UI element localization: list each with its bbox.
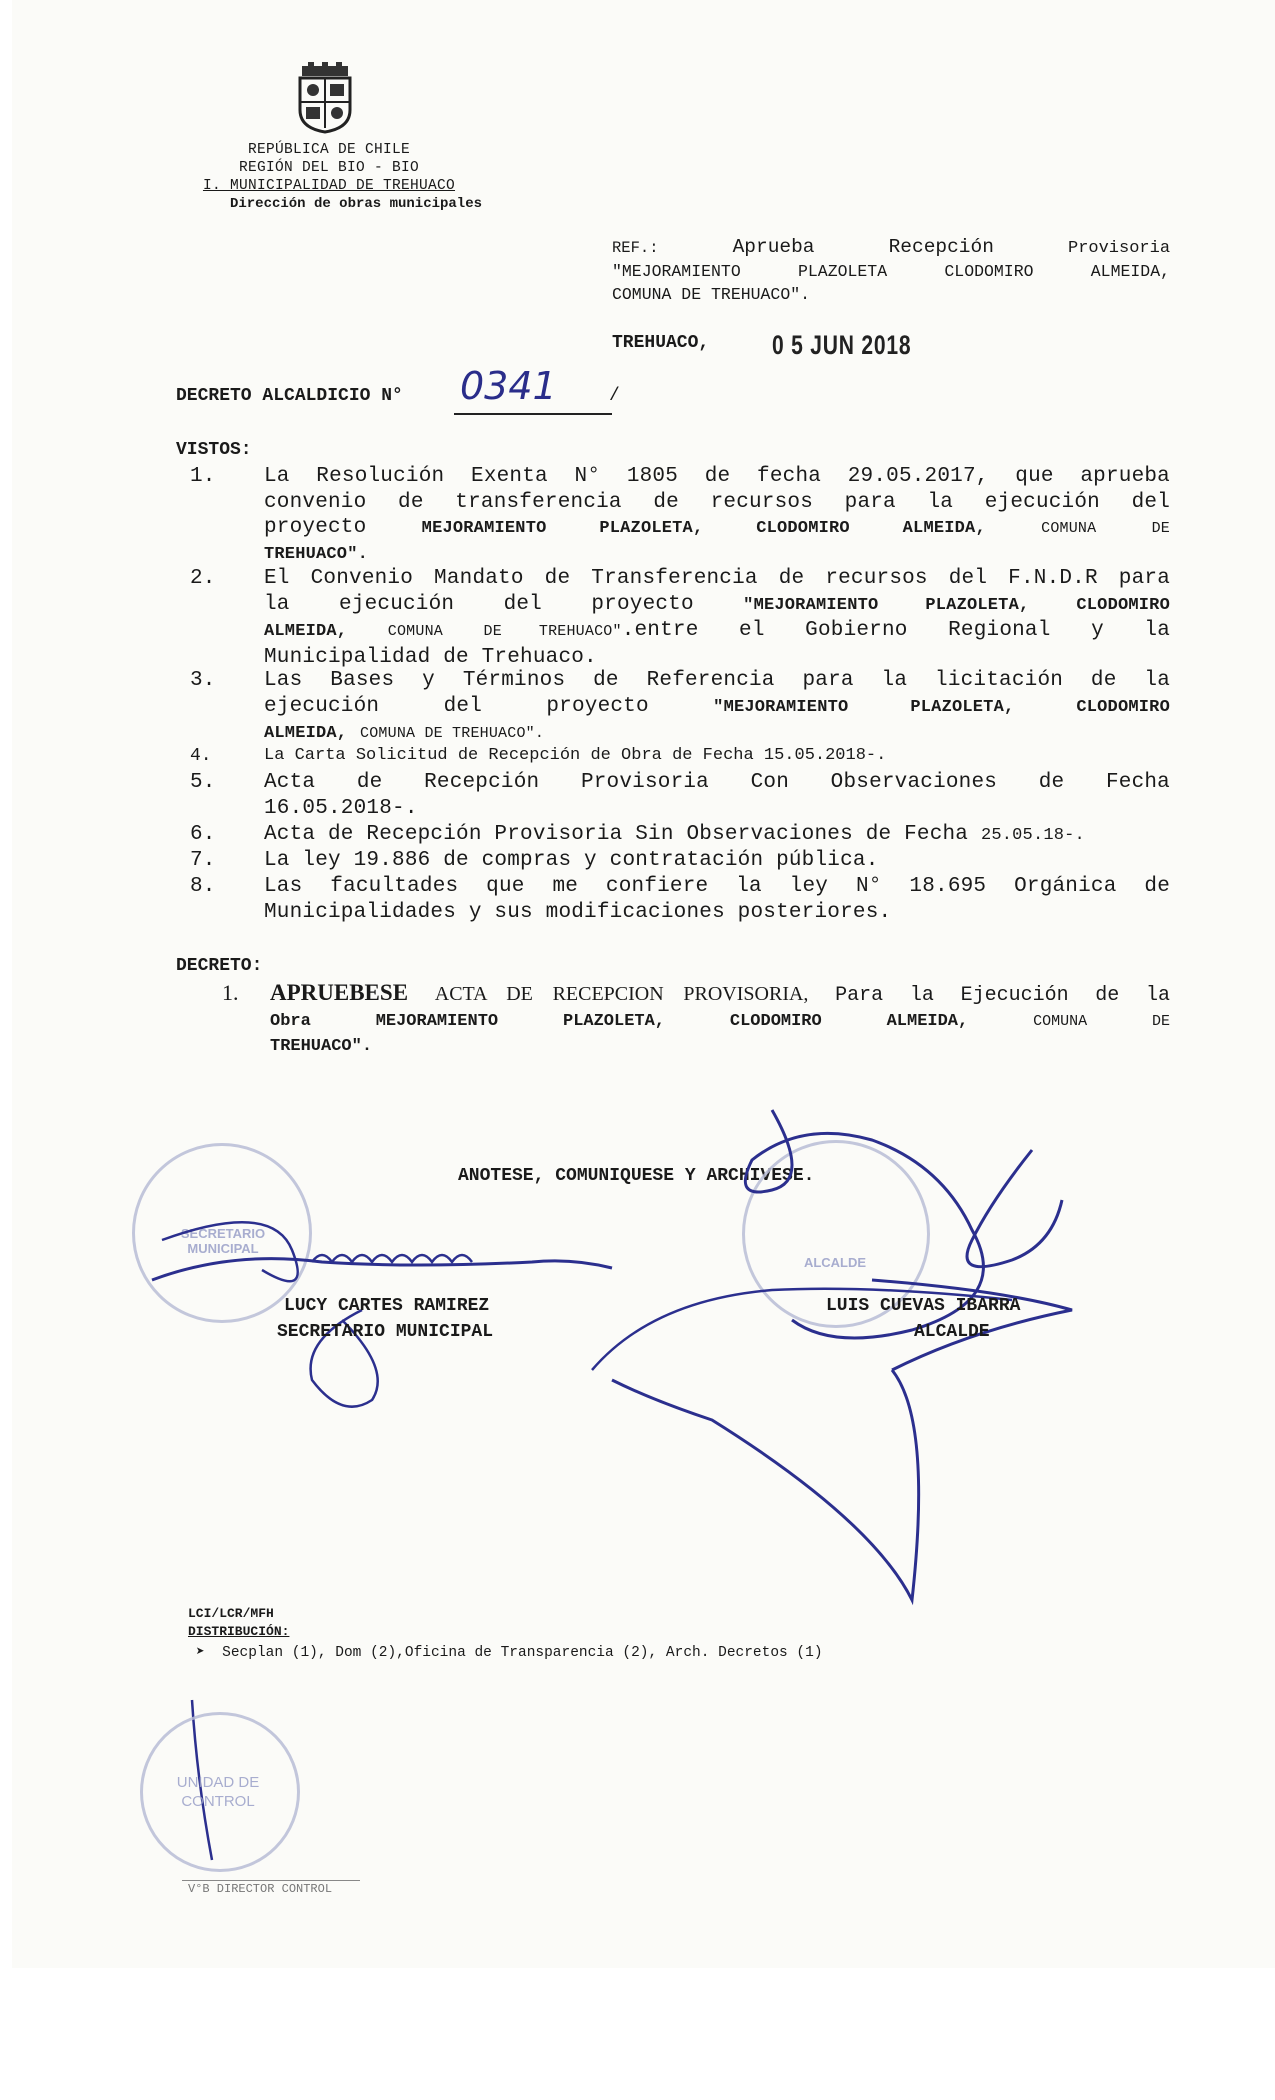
- decree-slash: /: [609, 386, 620, 406]
- vistos-item-5-line: 16.05.2018-.: [264, 796, 418, 820]
- handwritten-signatures: [12, 0, 1275, 1968]
- vistos-item-2-line: El Convenio Mandato de Transferencia de recursos del F.N.D.R para: [264, 567, 1170, 590]
- text-run: 25.05.18-.: [980, 826, 1085, 845]
- reference-text-2: Recepción: [888, 236, 994, 258]
- text-run-bold: Obra MEJORAMIENTO PLAZOLETA, CLODOMIRO ALMEIDA,: [270, 1011, 969, 1031]
- secretary-seal-text: SECRETARIO MUNICIPAL: [180, 1226, 266, 1256]
- text-run: COMUNA: [1041, 520, 1097, 537]
- reference-line-2: "MEJORAMIENTO PLAZOLETA CLODOMIRO ALMEIDA,: [612, 262, 1170, 281]
- control-unit-seal-text: UNIDAD DE CONTROL: [176, 1774, 260, 1810]
- text-run: COMUNA: [387, 623, 443, 640]
- decreto-item-number: 1.: [222, 980, 239, 1005]
- decreto-line: TREHUACO".: [270, 1037, 373, 1056]
- text-run-bold: ALMEIDA,: [264, 724, 348, 743]
- vistos-item-number: 5.: [190, 771, 216, 794]
- text-run-bold: MEJORAMIENTO PLAZOLETA, CLODOMIRO ALMEIDA,: [421, 519, 986, 538]
- control-unit-seal: [140, 1712, 300, 1872]
- control-signature-line: [182, 1880, 360, 1881]
- arrow-bullet-icon: ➤: [196, 1645, 205, 1661]
- document-page: [12, 0, 1275, 1968]
- place: TREHUACO,: [612, 333, 710, 353]
- vistos-item-number: 6.: [190, 823, 216, 846]
- mayor-title: ALCALDE: [914, 1322, 990, 1342]
- mayor-name: LUIS CUEVAS IBARRA: [826, 1296, 1021, 1316]
- control-director-label: V°B DIRECTOR CONTROL: [188, 1882, 333, 1896]
- vistos-item-4: La Carta Solicitud de Recepción de Obra de Fecha 15.05.2018-.: [264, 746, 887, 765]
- vistos-item-7: La ley 19.886 de compras y contratación pública.: [264, 849, 879, 872]
- vistos-item-8-line: Municipalidades y sus modificaciones posteriores.: [264, 900, 892, 924]
- text-run-bold: "MEJORAMIENTO PLAZOLETA, CLODOMIRO: [713, 697, 1170, 717]
- vistos-item-number: 8.: [190, 875, 216, 898]
- reference-label: REF.:: [612, 239, 659, 257]
- distribution-text: Secplan (1), Dom (2),Oficina de Transparencia (2), Arch. Decretos (1): [222, 1645, 823, 1661]
- decree-number-handwritten: 0341: [460, 364, 557, 408]
- reference-text-3: Provisoria: [1068, 239, 1171, 258]
- text-run-bold: "MEJORAMIENTO PLAZOLETA, CLODOMIRO: [743, 595, 1170, 615]
- text-run: ACTA DE RECEPCION PROVISORIA,: [434, 983, 809, 1005]
- reference-text-1: Aprueba: [732, 236, 815, 258]
- date-stamp: 0 5 JUN 2018: [772, 330, 912, 360]
- vistos-item-2-line: Municipalidad de Trehuaco.: [264, 645, 597, 669]
- mayor-seal-text: ALCALDE: [803, 1255, 867, 1270]
- closing-formula: ANOTESE, COMUNIQUESE Y ARCHIVESE.: [458, 1166, 815, 1186]
- text-run: proyecto: [264, 516, 367, 539]
- distribution-list: [196, 1644, 823, 1661]
- header-republic: REPÚBLICA DE CHILE: [247, 142, 411, 158]
- distribution-heading: DISTRIBUCIÓN:: [188, 1624, 290, 1639]
- vistos-item-number: 7.: [190, 849, 216, 872]
- decreto-heading: DECRETO:: [176, 956, 263, 976]
- text-run: COMUNA DE TREHUACO".: [360, 725, 545, 742]
- vistos-item-5-line: Acta de Recepción Provisoria Con Observaciones de Fecha: [264, 771, 1170, 794]
- text-run: ejecución del proyecto: [264, 694, 649, 718]
- vistos-heading: VISTOS:: [176, 440, 252, 460]
- vistos-item-number: 1.: [190, 465, 216, 488]
- text-run: DE: [1152, 1012, 1171, 1030]
- reference-line-3: COMUNA DE TREHUACO".: [612, 285, 811, 304]
- initials: LCI/LCR/MFH: [188, 1606, 274, 1621]
- text-run: la ejecución del proyecto: [264, 592, 694, 616]
- approve-word: APRUEBESE: [270, 980, 409, 1005]
- secretary-name: LUCY CARTES RAMIREZ: [284, 1296, 490, 1316]
- vistos-item-number: 3.: [190, 669, 216, 692]
- vistos-item-number: 2.: [190, 567, 216, 590]
- text-run: COMUNA: [1033, 1012, 1088, 1030]
- vistos-item-1-line: TREHUACO".: [264, 544, 369, 564]
- vistos-item-1-line: La Resolución Exenta N° 1805 de fecha 29.05.2017, que aprueba: [264, 465, 1170, 488]
- page-margin-bottom: [0, 1968, 1275, 2100]
- vistos-item-1-line: convenio de transferencia de recursos para la ejecución del: [264, 490, 1170, 514]
- text-run: Acta de Recepción Provisoria Sin Observaciones de Fecha: [264, 823, 969, 846]
- header-department: Dirección de obras municipales: [229, 196, 483, 212]
- text-run: DE TREHUACO": [483, 623, 622, 640]
- text-run: .entre el Gobierno Regional y la: [621, 619, 1171, 642]
- header-region: REGIÓN DEL BIO - BIO: [238, 160, 420, 176]
- text-run: Para la Ejecución de la: [835, 984, 1170, 1007]
- text-run: DE: [1151, 520, 1170, 537]
- vistos-item-8-line: Las facultades que me confiere la ley N° 18.695 Orgánica de: [264, 875, 1170, 898]
- vistos-item-3-line: Las Bases y Términos de Referencia para la licitación de la: [264, 669, 1170, 692]
- vistos-item-number: 4.: [190, 746, 212, 766]
- decree-label: DECRETO ALCALDICIO N°: [176, 386, 403, 406]
- text-run-bold: ALMEIDA,: [264, 622, 348, 641]
- header-municipality: I. MUNICIPALIDAD DE TREHUACO: [202, 178, 456, 194]
- secretary-title: SECRETARIO MUNICIPAL: [277, 1322, 494, 1342]
